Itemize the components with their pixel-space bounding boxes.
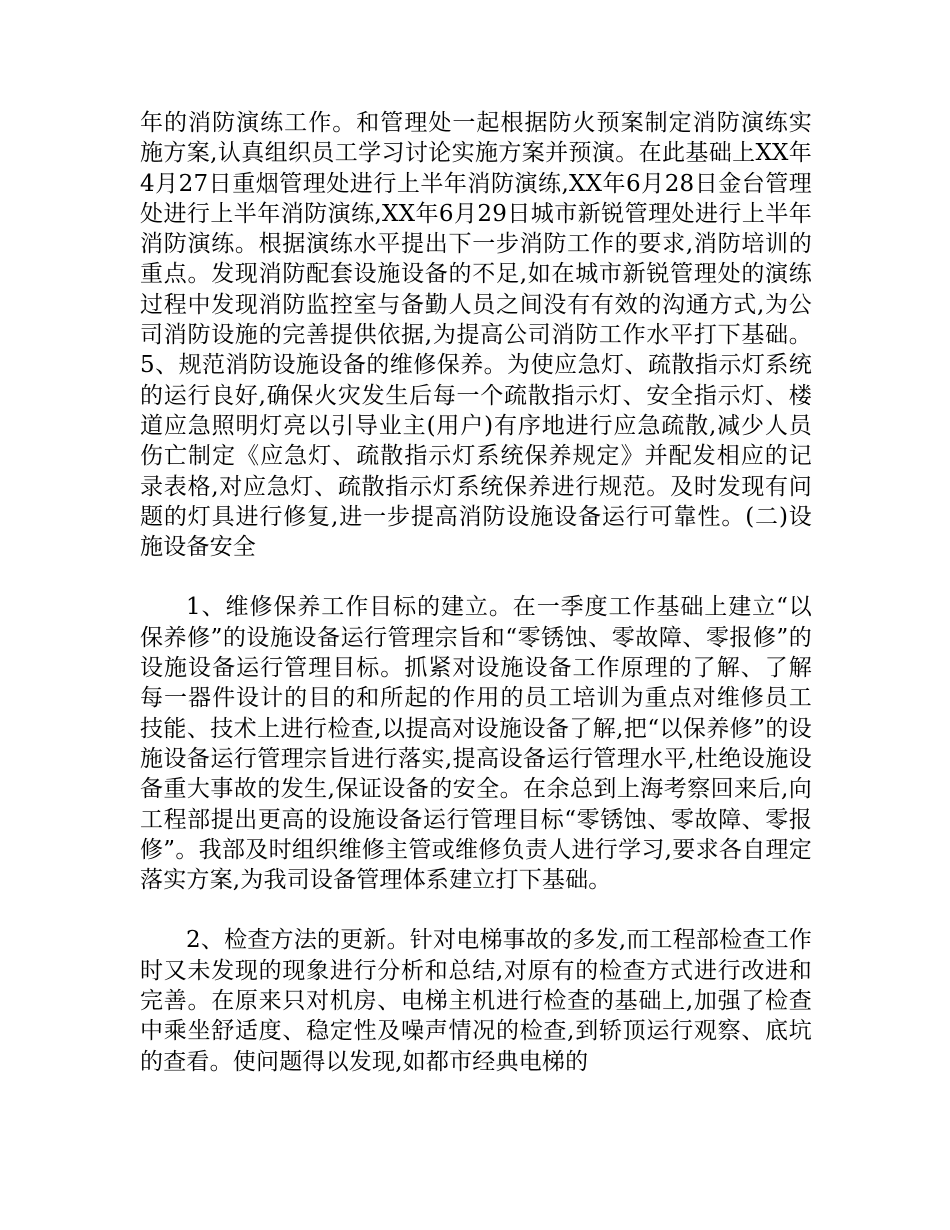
paragraph-spacer	[140, 562, 812, 592]
paragraph-maintenance-goals: 1、维修保养工作目标的建立。在一季度工作基础上建立“以保养修”的设施设备运行管理宗旨和“零锈蚀、零故障、零报修”的设施设备运行管理目标。抓紧对设施设备工作原理的了解、了解每一器件设计的目的和所起的作用的员工培训为重点对维修员工技能、技术上进行检查,以提高对设施设备了解,把“以保养修”的设施设备运行管理宗旨进行落实,提高设备运行管理水平,杜绝设施设备重大事故的发生,保证设备的安全。在余总到上海考察回来后,向工程部提出更高的设施设备运行管理目标“零锈蚀、零故障、零报修”。我部及时组织维修主管或维修负责人进行学习,要求各自理定落实方案,为我司设备管理体系建立打下基础。	[140, 594, 812, 894]
document-body	[140, 108, 812, 1077]
paragraph-spacer	[140, 895, 812, 925]
paragraph-fire-drill: 年的消防演练工作。和管理处一起根据防火预案制定消防演练实施方案,认真组织员工学习讨论实施方案并预演。在此基础上XX年4月27日重烟管理处进行上半年消防演练,XX年6月28日金台管理处进行上半年消防演练,XX年6月29日城市新锐管理处进行上半年消防演练。根据演练水平提出下一步消防工作的要求,消防培训的重点。发现消防配套设施设备的不足,如在城市新锐管理处的演练过程中发现消防监控室与备勤人员之间没有有效的沟通方式,为公司消防设施的完善提供依据,为提高公司消防工作水平打下基础。5、规范消防设施设备的维修保养。为使应急灯、疏散指示灯系统的运行良好,确保火灾发生后每一个疏散指示灯、安全指示灯、楼道应急照明灯亮以引导业主(用户)有序地进行应急疏散,减少人员伤亡制定《应急灯、疏散指示灯系统保养规定》并配发相应的记录表格,对应急灯、疏散指示灯系统保养进行规范。及时发现有问题的灯具进行修复,进一步提高消防设施设备运行可靠性。(二)设施设备安全	[140, 110, 812, 561]
paragraph-inspection-methods: 2、检查方法的更新。针对电梯事故的多发,而工程部检查工作时又未发现的现象进行分析和总结,对原有的检查方式进行改进和完善。在原来只对机房、电梯主机进行检查的基础上,加强了检查中乘坐舒适度、稳定性及噪声情况的检查,到轿顶运行观察、底坑的查看。使问题得以发现,如都市经典电梯的	[140, 927, 812, 1075]
